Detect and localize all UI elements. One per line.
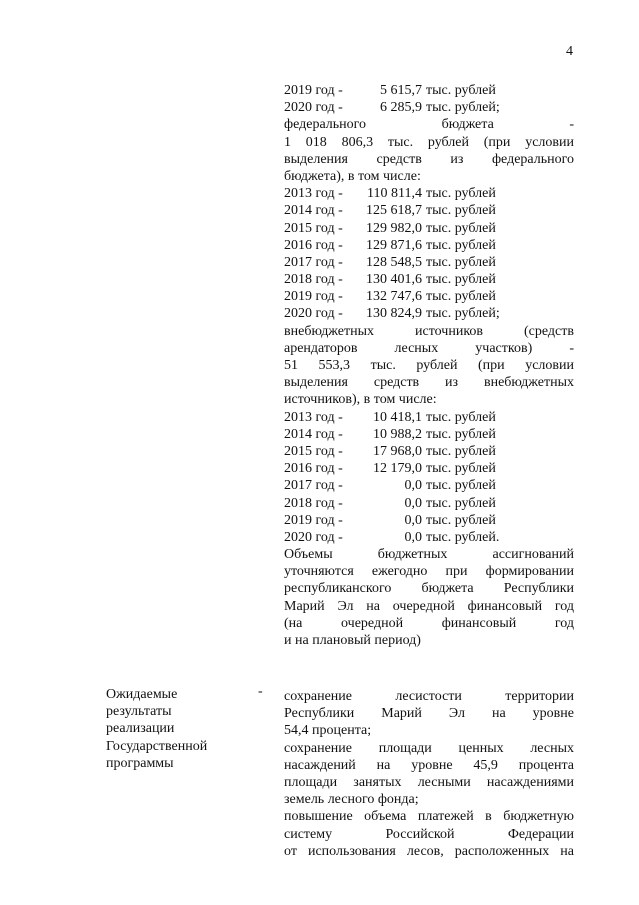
results-line-1: сохранение лесистости территории [284,689,574,704]
year-label: 2017 год - [284,254,343,270]
unit: тыс. рублей [426,254,496,270]
federal-line-3: выделения средств из федерального [284,151,574,167]
note-line-6: и на плановый период) [284,633,421,648]
year-row [284,202,574,219]
results-line-5: насаждений на уровне 45,9 процента [284,757,574,773]
extrabudget-years-list [284,409,574,547]
year-label: 2017 год - [284,478,343,494]
amount: 132 747,6 [366,289,422,305]
year-label: 2019 год - [284,83,343,98]
unit: тыс. рублей [426,186,496,202]
page-number: 4 [566,44,573,59]
regional-row-2019 [284,82,574,99]
year-row [284,443,574,460]
year-label: 2018 год - [284,272,343,288]
amount: 129 871,6 [366,237,422,253]
unit: тыс. рублей [426,443,496,459]
year-label: 2015 год - [284,443,343,459]
results-label-line: Государственной [106,738,208,754]
amount: 0,0 [404,512,422,528]
results-dash: - [258,684,263,699]
year-label: 2018 год - [284,495,343,511]
unit: тыс. рублей [426,289,496,305]
results-line-9: систему Российской Федерации [284,826,574,842]
results-label-line: реализации [106,721,175,737]
federal-line-2: 1 018 806,3 тыс. рублей (при условии [284,134,574,150]
note-line-4: Марий Эл на очередной финансовый год [284,598,574,614]
results-label-line: Ожидаемые [106,687,178,702]
unit: тыс. рублей [426,461,496,477]
year-row [284,288,574,305]
results-label-line: программы [106,755,174,771]
year-row [284,305,574,322]
year-row [284,426,574,443]
unit: тыс. рублей [426,203,496,219]
year-label: 2019 год - [284,512,343,528]
year-row [284,477,574,494]
amount: 17 968,0 [373,443,422,459]
federal-line-4: бюджета), в том числе: [284,168,421,184]
amount: 129 982,0 [366,220,422,236]
year-row [284,220,574,237]
year-row [284,409,574,426]
unit: тыс. рублей. [426,529,500,545]
amount: 130 401,6 [366,272,422,288]
extrabudget-line-2: арендаторов лесных участков) - [284,340,574,356]
year-row [284,237,574,254]
year-row [284,271,574,288]
year-label: 2016 год - [284,237,343,253]
amount: 6 285,9 [380,100,422,116]
unit: тыс. рублей [426,409,496,425]
results-line-6: площади занятых лесными насаждениями [284,774,574,790]
results-label [106,686,266,772]
year-row [284,460,574,477]
unit: тыс. рублей [426,220,496,236]
year-row [284,495,574,512]
amount: 110 811,4 [367,186,422,202]
unit: тыс. рублей [426,237,496,253]
note-line-5: (на очередной финансовый год [284,615,574,631]
results-line-10: от использования лесов, расположенных на [284,843,574,859]
extrabudget-line-5: источников), в том числе: [284,392,437,408]
unit: тыс. рублей [426,478,496,494]
amount: 0,0 [404,529,422,545]
results-line-7: земель лесного фонда; [284,792,419,808]
results-line-8: повышение объема платежей в бюджетную [284,809,574,825]
year-label: 2020 год - [284,529,343,545]
unit: тыс. рублей [426,495,496,511]
results-line-4: сохранение площади ценных лесных [284,740,574,756]
year-label: 2014 год - [284,426,343,442]
year-label: 2019 год - [284,289,343,305]
note-line-3: республиканского бюджета Республики [284,581,574,597]
regional-row-2020 [284,99,574,116]
amount: 128 548,5 [366,254,422,270]
amount: 125 618,7 [366,203,422,219]
results-line-2: Республики Марий Эл на уровне [284,706,574,722]
year-label: 2016 год - [284,461,343,477]
federal-line-1: федерального бюджета - [284,117,574,133]
year-label: 2015 год - [284,220,343,236]
unit: тыс. рублей; [426,306,500,322]
extrabudget-line-3: 51 553,3 тыс. рублей (при условии [284,358,574,373]
year-label: 2013 год - [284,186,343,202]
year-row [284,185,574,202]
note-line-2: уточняются ежегодно при формировании [284,564,574,580]
year-label: 2020 год - [284,306,343,322]
unit: тыс. рублей [426,426,496,442]
amount: 10 988,2 [373,426,422,442]
results-text [284,688,574,860]
amount: 130 824,9 [366,306,422,322]
funding-block [284,82,574,649]
year-row [284,529,574,546]
year-label: 2014 год - [284,203,343,219]
extrabudget-line-4: выделения средств из внебюджетных [284,375,574,391]
federal-years-list [284,185,574,323]
results-label-line: результаты [106,704,172,720]
year-label: 2020 год - [284,100,343,116]
unit: тыс. рублей [426,272,496,288]
year-label: 2013 год - [284,409,343,425]
year-row [284,512,574,529]
unit: тыс. рублей [426,83,496,98]
amount: 12 179,0 [373,461,422,477]
amount: 10 418,1 [373,409,422,425]
year-row [284,254,574,271]
amount: 0,0 [404,495,422,511]
note-line-1: Объемы бюджетных ассигнований [284,547,574,563]
amount: 0,0 [404,478,422,494]
unit: тыс. рублей; [426,100,500,116]
results-line-3: 54,4 процента; [284,723,372,739]
extrabudget-line-1: внебюджетных источников (средств [284,323,574,339]
unit: тыс. рублей [426,512,496,528]
amount: 5 615,7 [380,83,422,98]
